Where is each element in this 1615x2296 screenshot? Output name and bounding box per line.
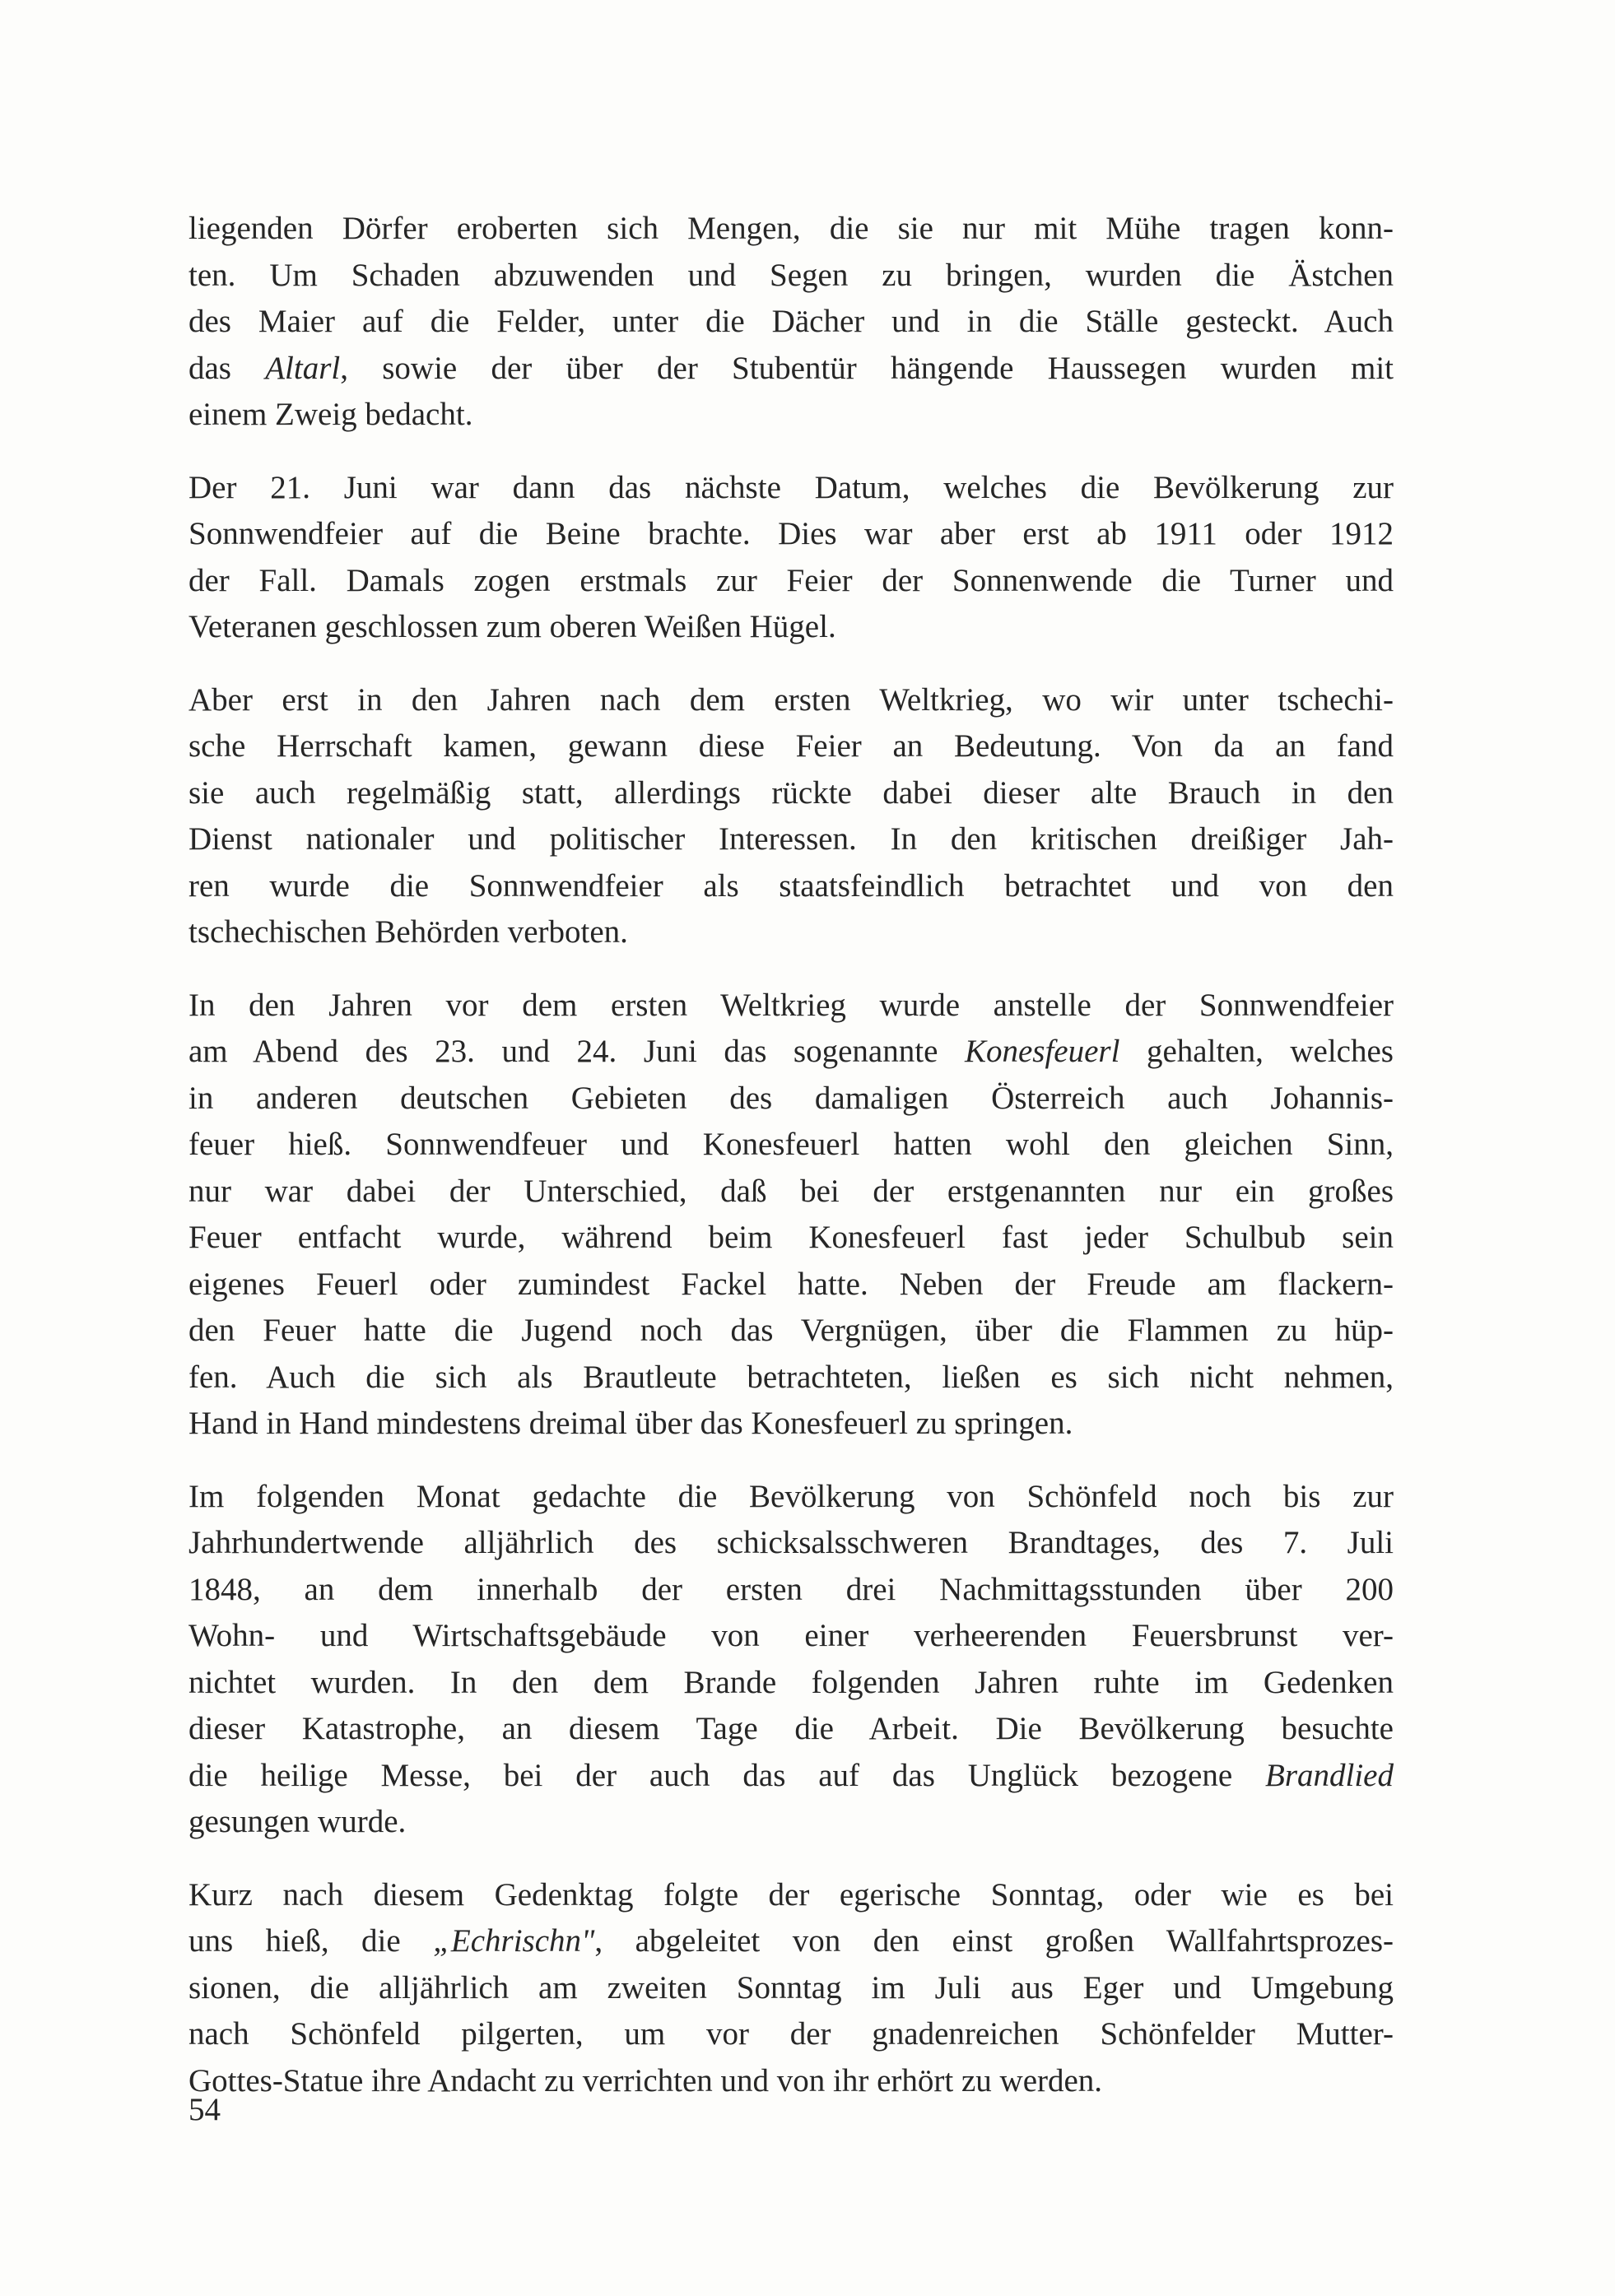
text-segment: 1848, an dem innerhalb der ersten drei Nachmittagsstunden über 200 xyxy=(188,1571,1394,1607)
italic-text: Altarl xyxy=(265,350,341,386)
text-line xyxy=(188,299,1394,346)
text-segment: sionen, die alljährlich am zweiten Sonntag im Juli aus Eger und Umgebung xyxy=(188,1969,1394,2006)
text-segment: nichtet wurden. In den dem Brande folgenden Jahren ruhte im Gedenken xyxy=(188,1664,1394,1700)
text-line xyxy=(188,346,1394,393)
text-line xyxy=(188,1753,1394,1800)
text-segment: In den Jahren vor dem ersten Weltkrieg wurde anstelle der Sonnwendfeier xyxy=(188,987,1394,1023)
text-segment: das xyxy=(188,350,266,386)
text-line xyxy=(188,909,1394,956)
paragraph xyxy=(188,983,1394,1448)
text-line xyxy=(188,1122,1394,1169)
paragraph xyxy=(188,677,1394,956)
text-segment: Der 21. Juni war dann das nächste Datum, welches die Bevölkerung zur xyxy=(188,469,1394,505)
text-line xyxy=(188,2011,1394,2058)
paragraph xyxy=(188,1474,1394,1846)
page-number: 54 xyxy=(188,2092,221,2127)
paragraph xyxy=(188,1872,1394,2105)
text-line xyxy=(188,511,1394,558)
text-line xyxy=(188,1355,1394,1401)
text-segment: den Feuer hatte die Jugend noch das Vergnügen, über die Flammen zu hüp- xyxy=(188,1313,1394,1348)
text-line xyxy=(188,392,1394,439)
text-segment: Aber erst in den Jahren nach dem ersten Weltkrieg, wo wir unter tschechi- xyxy=(188,681,1394,718)
text-segment: der Fall. Damals zogen erstmals zur Feier der Sonnenwende die Turner und xyxy=(188,562,1394,598)
text-line xyxy=(188,770,1394,817)
text-line xyxy=(188,2058,1394,2105)
text-line xyxy=(188,604,1394,651)
text-segment: tschechischen Behörden verboten. xyxy=(188,914,628,950)
text-line xyxy=(188,677,1394,724)
text-segment: Hand in Hand mindestens dreimal über das Konesfeuerl zu springen. xyxy=(188,1406,1073,1441)
text-segment: Im folgenden Monat gedachte die Bevölkerung von Schönfeld noch bis zur xyxy=(188,1478,1394,1514)
text-segment: des Maier auf die Felder, unter die Dächer und in die Ställe gesteckt. Auch xyxy=(188,304,1394,339)
text-segment: Wohn- und Wirtschaftsgebäude von einer verheerenden Feuersbrunst ver- xyxy=(188,1618,1394,1653)
text-segment: sche Herrschaft kamen, gewann diese Feier an Bedeutung. Von da an fand xyxy=(188,728,1394,764)
text-segment: ten. Um Schaden abzuwenden und Segen zu bringen, wurden die Ästchen xyxy=(188,257,1394,293)
text-segment: sie auch regelmäßig statt, allerdings rückte dabei dieser alte Brauch in den xyxy=(188,774,1394,811)
text-segment: nach Schönfeld pilgerten, um vor der gnadenreichen Schönfelder Mutter- xyxy=(188,2016,1394,2052)
text-segment: , abgeleitet von den einst großen Wallfahrtsprozes- xyxy=(594,1923,1394,1959)
text-line xyxy=(188,1262,1394,1308)
text-segment: Dienst nationaler und politischer Interessen. In den kritischen dreißiger Jah- xyxy=(188,821,1394,857)
text-segment: eigenes Feuerl oder zumindest Fackel hatte. Neben der Freude am flackern- xyxy=(188,1266,1394,1302)
text-line xyxy=(188,1401,1394,1448)
body-text xyxy=(188,206,1394,2131)
text-segment: Jahrhundertwende alljährlich des schicksalsschweren Brandtages, des 7. Juli xyxy=(188,1525,1394,1560)
text-segment: gesungen wurde. xyxy=(188,1804,407,1839)
text-segment: ren wurde die Sonnwendfeier als staatsfeindlich betrachtet und von den xyxy=(188,867,1394,904)
text-segment: gehalten, welches xyxy=(1119,1034,1394,1069)
italic-text: „Echrischn" xyxy=(433,1923,595,1959)
text-line xyxy=(188,1706,1394,1753)
text-line xyxy=(188,1474,1394,1521)
text-segment: Sonnwendfeier auf die Beine brachte. Dies war aber erst ab 1911 oder 1912 xyxy=(188,516,1394,551)
paragraph xyxy=(188,206,1394,439)
text-line xyxy=(188,1169,1394,1215)
text-line xyxy=(188,863,1394,910)
text-line xyxy=(188,465,1394,512)
text-line xyxy=(188,723,1394,770)
text-line xyxy=(188,983,1394,1029)
italic-text: Brandlied xyxy=(1265,1757,1394,1793)
text-segment: uns hieß, die xyxy=(188,1923,434,1959)
italic-text: Konesfeuerl xyxy=(964,1034,1120,1069)
text-segment: fen. Auch die sich als Brautleute betrachteten, ließen es sich nicht nehmen, xyxy=(188,1359,1394,1395)
text-line xyxy=(188,1076,1394,1122)
text-line xyxy=(188,1799,1394,1846)
text-segment: Kurz nach diesem Gedenktag folgte der egerische Sonntag, oder wie es bei xyxy=(188,1876,1394,1913)
text-segment: liegenden Dörfer eroberten sich Mengen, die sie nur mit Mühe tragen konn- xyxy=(188,211,1394,246)
text-segment: nur war dabei der Unterschied, daß bei der erstgenannten nur ein großes xyxy=(188,1173,1394,1209)
text-line xyxy=(188,253,1394,300)
text-line xyxy=(188,1215,1394,1262)
text-segment: Feuer entfacht wurde, während beim Konesfeuerl fast jeder Schulbub sein xyxy=(188,1220,1394,1255)
text-segment: dieser Katastrophe, an diesem Tage die Arbeit. Die Bevölkerung besuchte xyxy=(188,1711,1394,1746)
text-segment: in anderen deutschen Gebieten des damaligen Österreich auch Johannis- xyxy=(188,1080,1394,1116)
text-line xyxy=(188,206,1394,253)
text-line xyxy=(188,1965,1394,2012)
paragraph xyxy=(188,465,1394,651)
text-segment: feuer hieß. Sonnwendfeuer und Konesfeuerl hatten wohl den gleichen Sinn, xyxy=(188,1127,1394,1162)
text-line xyxy=(188,1613,1394,1660)
text-line xyxy=(188,816,1394,863)
text-line xyxy=(188,1567,1394,1614)
text-line xyxy=(188,1660,1394,1707)
text-segment: am Abend des 23. und 24. Juni das sogenannte xyxy=(188,1034,965,1069)
text-segment: , sowie der über der Stubentür hängende Haussegen wurden mit xyxy=(340,350,1394,386)
text-line xyxy=(188,1029,1394,1076)
text-segment: die heilige Messe, bei der auch das auf das Unglück bezogene xyxy=(188,1757,1266,1793)
text-line xyxy=(188,1308,1394,1355)
text-line xyxy=(188,1872,1394,1919)
text-segment: einem Zweig bedacht. xyxy=(188,397,473,432)
text-segment: Gottes-Statue ihre Andacht zu verrichten und von ihr erhört zu werden. xyxy=(188,2062,1103,2098)
text-segment: Veteranen geschlossen zum oberen Weißen Hügel. xyxy=(188,609,836,644)
text-line xyxy=(188,1918,1394,1965)
text-line xyxy=(188,558,1394,605)
text-line xyxy=(188,1520,1394,1567)
